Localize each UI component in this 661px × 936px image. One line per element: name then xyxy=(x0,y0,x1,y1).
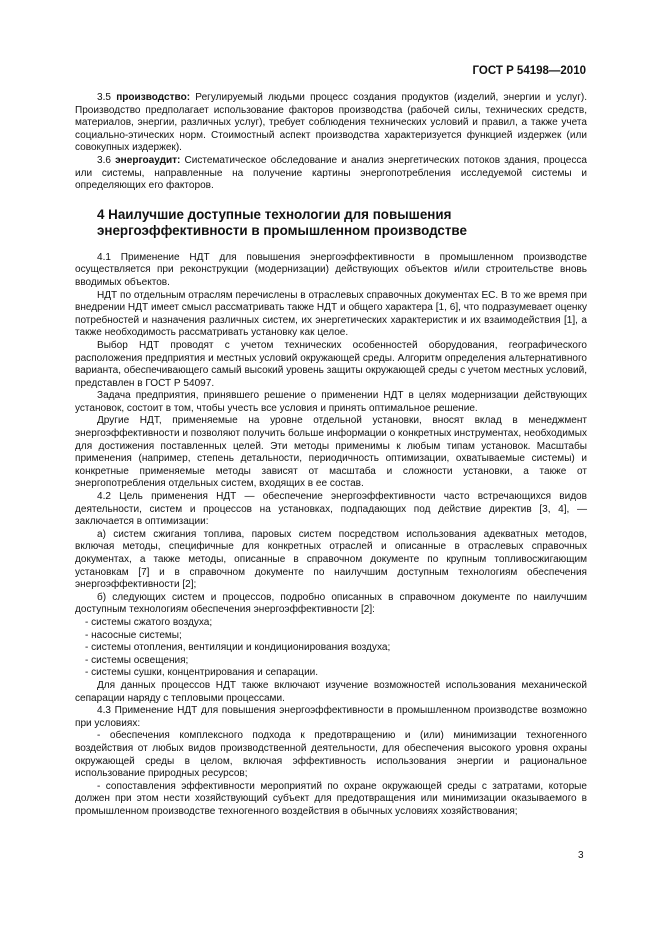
definition-3-5 xyxy=(75,92,587,155)
definition-3-6 xyxy=(75,155,587,193)
section-4-title-line-1: 4 Наилучшие доступные технологии для повышения xyxy=(97,206,452,222)
paragraph-ndt-choice: Выбор НДТ проводят с учетом технических особенностей оборудования, географического расположения предприятия и местных условий окружающей среды. Алгоритм определения альтернативного варианта, обеспечивающего самый высокий уровень защиты окружающей среды с учетом местных условий, представлен в ГОСТ Р 54097. xyxy=(75,339,587,389)
paragraph-other-ndt: Другие НДТ, применяемые на уровне отдельной установки, вносят вклад в менеджмент энергоэффективности и позволяют получить больше информации о конкретных инструментах, необходимых для достижения поставленных целей. Эти методы применимы к любым типам установок. Масштабы применения (например, степень детальности, периодичность оптимизации, охватываемые системы) и конкретные применяемые методы зависят от масштаба и сложности установки, а также от энергопотребления отдельных систем, входящих в ее состав. xyxy=(75,415,587,490)
document-body xyxy=(75,92,587,818)
paragraph-enterprise-task: Задача предприятия, принявшего решение о применении НДТ в целях модернизации действующих установок, состоит в том, чтобы учесть все условия и принять оптимальное решение. xyxy=(75,390,587,414)
standard-code-header: ГОСТ Р 54198—2010 xyxy=(472,65,586,77)
definition-text: Регулируемый людьми процесс создания продуктов (изделий, энергии и услуг). Производство предполагает использование факторов производства (рабочей силы, технических средств, материалов, энергии, различных услуг), требует соблюдения технических условий и правил, а также учета социально-этических норм. Стоимостный аспект производства характеризуется функцией издержек (или совокупных издержек). xyxy=(75,92,587,154)
list-item: - системы сушки, концентрирования и сепарации. xyxy=(85,667,319,679)
list-item: - насосные системы; xyxy=(85,629,182,641)
paragraph-4-2: 4.2 Цель применения НДТ — обеспечение энергоэффективности часто встречающихся видов деятельности, систем и процессов на установках, подпадающих под действие директив [3, 4], — заключается в оптимизации: xyxy=(75,491,587,528)
paragraph-mechanical-separation: Для данных процессов НДТ также включают изучение возможностей использования механической сепарации наряду с тепловыми процессами. xyxy=(75,679,587,704)
list-item: - системы отопления, вентиляции и кондиционирования воздуха; xyxy=(85,642,391,654)
list-item: - системы сжатого воздуха; xyxy=(85,616,213,628)
section-4-title-line-2: энергоэффективности в промышленном производстве xyxy=(97,222,467,238)
paragraph-item-a: а) систем сжигания топлива, паровых систем посредством использования адекватных методов, включая методы, специфичные для конкретных отраслей и описанные в отраслевых справочных документах, а также методы, описанные в справочном документе по крупным топливосжигающим установкам [7] и в справочном документе по наилучшим доступным технологиям обеспечения энергоэффективности [2]; xyxy=(75,528,587,591)
page-number: 3 xyxy=(578,850,584,861)
paragraph-item-b: б) следующих систем и процессов, подробно описанных в справочном документе по наилучшим доступным технологиям обеспечения энергоэффективности [2]: xyxy=(75,591,587,616)
paragraph-4-3: 4.3 Применение НДТ для повышения энергоэффективности в промышленном производстве возможно при условиях: xyxy=(75,705,587,729)
definition-text: Систематическое обследование и анализ энергетических потоков здания, процесса или системы, направленные на получение картины энергопотребления исследуемой системы и определяющих его факторов. xyxy=(75,154,587,192)
paragraph-4-1: 4.1 Применение НДТ для повышения энергоэффективности в промышленном производстве осуществляется при реконструкции (модернизации) действующих объектов и/или строительстве вновь вводимых объектов. xyxy=(75,251,587,288)
clause-number: 3.5 xyxy=(97,92,111,103)
paragraph-condition-1: - обеспечения комплексного подхода к предотвращению и (или) минимизации техногенного воздействия от любых видов производственной деятельности, для обеспечения высокого уровня охраны окружающей среды в целом, включая эффективность использования энергии и рациональное использование природных ресурсов; xyxy=(75,730,587,780)
section-4-heading xyxy=(75,207,587,239)
term-production: производство: xyxy=(116,92,191,103)
list-item: - системы освещения; xyxy=(85,654,189,666)
paragraph-ndt-industries: НДТ по отдельным отраслям перечислены в отраслевых справочных документах ЕС. В то же время при внедрении НДТ имеет смысл рассматривать также НДТ и общего характера [1, 6], что подразумевает оценку потребностей и назначения различных систем, их энергетических характеристик и их взаимодействия [1], а также необходимость рассматривать установку как целое. xyxy=(75,289,587,339)
term-energy-audit: энергоаудит: xyxy=(115,154,181,166)
clause-number: 3.6 xyxy=(97,154,111,166)
paragraph-condition-2: - сопоставления эффективности мероприятий по охране окружающей среды с затратами, которые должен при этом нести хозяйствующий субъект для предотвращения или минимизации оказываемого в промышленном производстве техногенного воздействия в обычных условиях хозяйствования; xyxy=(75,780,587,817)
